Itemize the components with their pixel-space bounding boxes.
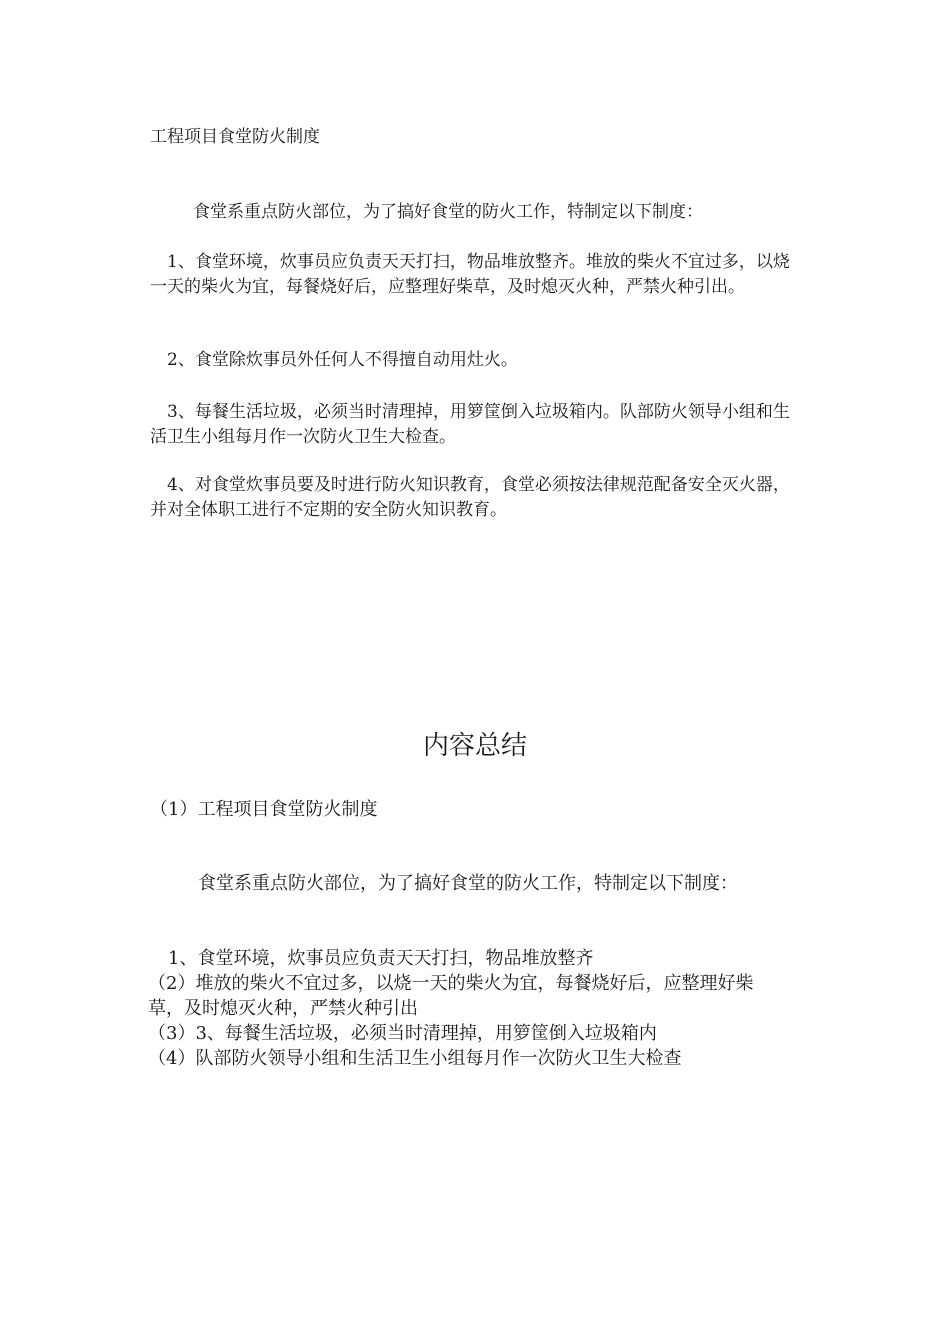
summary-intro: 食堂系重点防火部位，为了搞好食堂的防火工作，特制定以下制度： <box>198 873 738 894</box>
rule-item-4: 4、对食堂炊事员要及时进行防火知识教育，食堂必须按法律规范配备安全灭火器，并对全体职工进行不定期的安全防火知识教育。 <box>150 475 790 520</box>
summary-item-3: （3）3、每餐生活垃圾，必须当时清理掉，用箩筐倒入垃圾箱内 <box>148 1023 657 1044</box>
summary-item-1: （1）工程项目食堂防火制度 <box>150 799 378 820</box>
summary-line-1: 1、食堂环境，炊事员应负责天天打扫，物品堆放整齐 <box>168 948 594 969</box>
summary-heading: 内容总结 <box>422 731 527 761</box>
rule-item-1: 1、食堂环境，炊事员应负责天天打扫，物品堆放整齐。堆放的柴火不宜过多，以烧一天的柴火为宜，每餐烧好后，应整理好柴草，及时熄灭火种，严禁火种引出。 <box>150 252 790 297</box>
rule-item-3: 3、每餐生活垃圾，必须当时清理掉，用箩筐倒入垃圾箱内。队部防火领导小组和生活卫生小组每月作一次防火卫生大检查。 <box>150 402 790 447</box>
summary-item-2: （2）堆放的柴火不宜过多，以烧一天的柴火为宜，每餐烧好后，应整理好柴草，及时熄灭火种，严禁火种引出 <box>148 973 754 1019</box>
document-intro: 食堂系重点防火部位，为了搞好食堂的防火工作，特制定以下制度： <box>193 202 703 222</box>
summary-item-4: （4）队部防火领导小组和生活卫生小组每月作一次防火卫生大检查 <box>148 1048 682 1069</box>
rule-item-2: 2、食堂除炊事员外任何人不得擅自动用灶火。 <box>167 350 518 370</box>
document-title: 工程项目食堂防火制度 <box>150 127 320 147</box>
